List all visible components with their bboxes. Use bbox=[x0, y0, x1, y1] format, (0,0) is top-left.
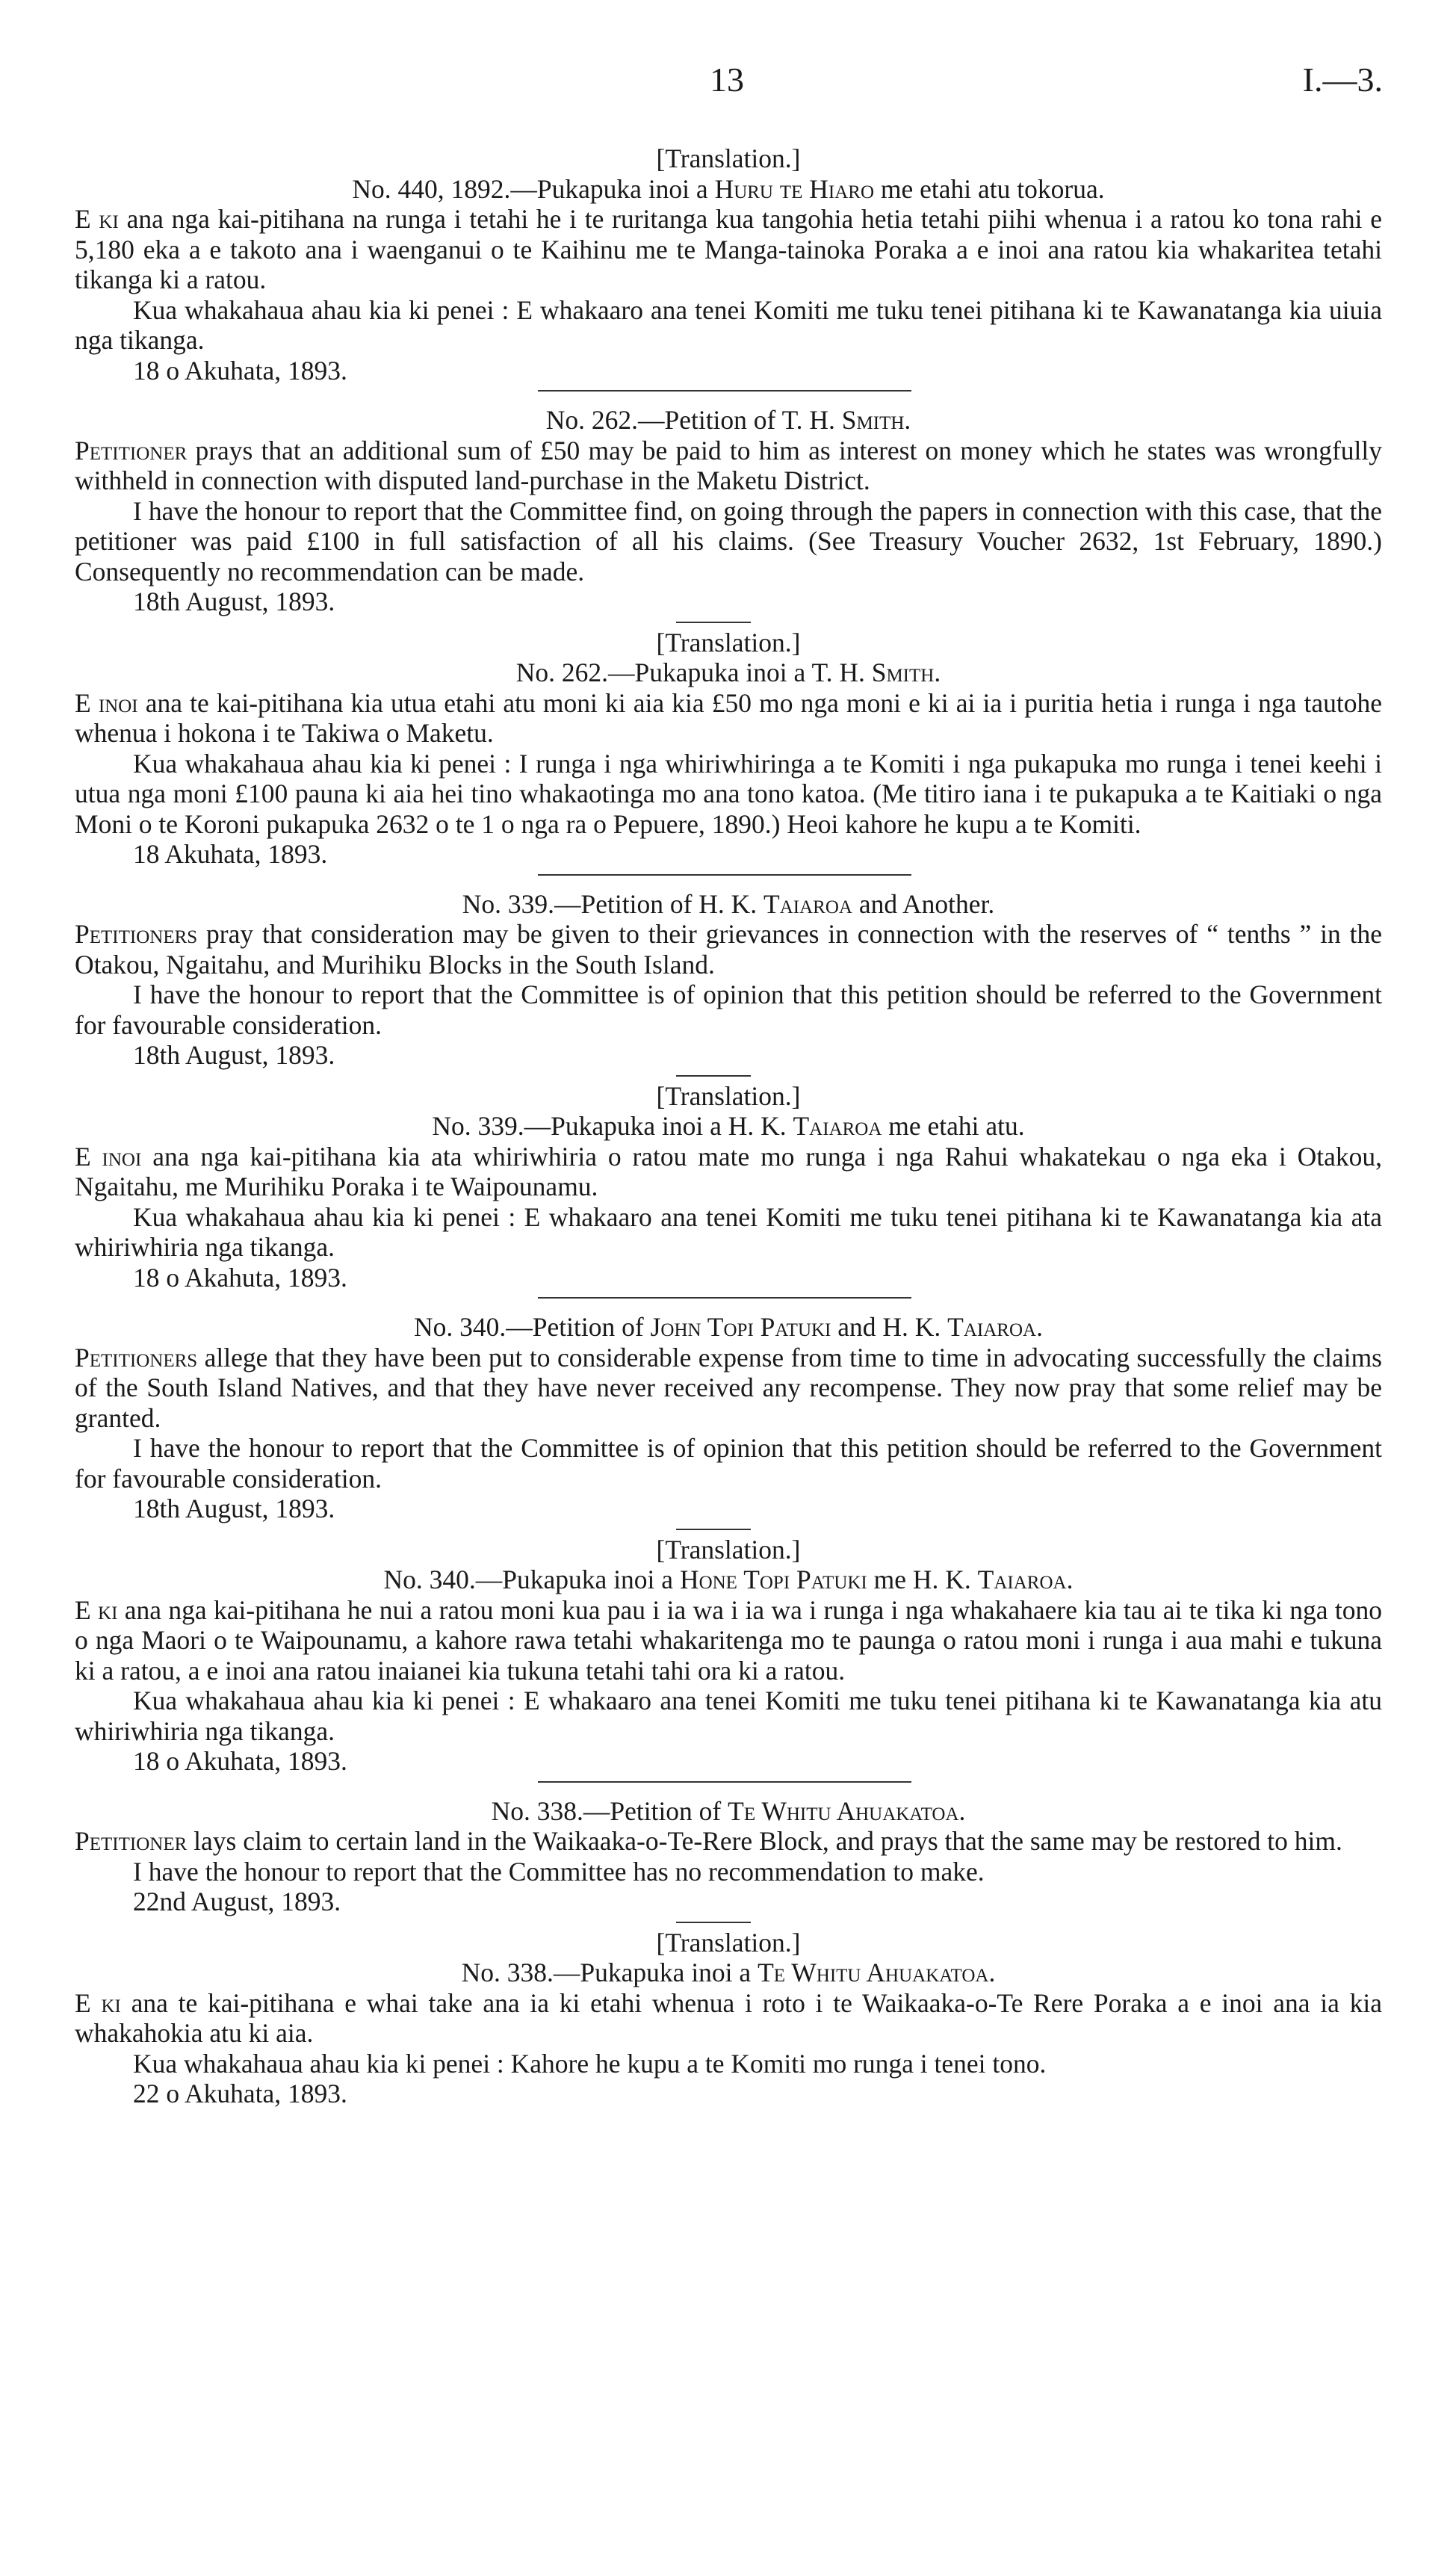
section-date: 18 Akuhata, 1893. bbox=[133, 839, 328, 869]
section-paragraph: E ki ana nga kai-pitihana na runga i tetahi he i te ruritanga kua tangohia hetia tetahi piihi whenua i a ratou ko tona rahi e 5,180 eka a e takoto ana i waenganui o te Kaihinu me te Manga-tainoka Poraka a e inoi ana ratou kia whakaritea tetahi tikanga ki a ratou. bbox=[75, 204, 1382, 294]
section-title: No. 440, 1892.—Pukapuka inoi a Huru te Hiaro me etahi atu tokorua. bbox=[352, 173, 1105, 204]
translation-label: [Translation.] bbox=[656, 1927, 801, 1958]
translation-label: [Translation.] bbox=[656, 1080, 801, 1111]
section-date: 18 o Akuhata, 1893. bbox=[133, 1746, 347, 1776]
section-date: 22 o Akuhata, 1893. bbox=[133, 2079, 347, 2108]
section-date: 22nd August, 1893. bbox=[133, 1887, 341, 1916]
section-divider bbox=[538, 874, 911, 876]
section-paragraph: E inoi ana nga kai-pitihana kia ata whiriwhiria o ratou mate mo runga i nga Rahui whakatekau o nga eka i Otakou, Ngaitahu, me Murihiku Poraka i te Waipounamu. bbox=[75, 1141, 1382, 1201]
section-paragraph: I have the honour to report that the Committee is of opinion that this petition should be referred to the Government for favourable consideration. bbox=[75, 1433, 1382, 1494]
section-title: No. 339.—Petition of H. K. Taiaroa and Another. bbox=[462, 888, 995, 919]
section-divider bbox=[676, 1529, 751, 1530]
section-date: 18 o Akahuta, 1893. bbox=[133, 1262, 347, 1293]
section-date: 18 o Akuhata, 1893. bbox=[133, 355, 347, 386]
section-paragraph: Kua whakahaua ahau kia ki penei : Kahore he kupu a te Komiti mo runga i tenei tono. bbox=[133, 2048, 1047, 2079]
section-date: 18th August, 1893. bbox=[133, 587, 335, 616]
section-divider bbox=[538, 390, 911, 392]
page-header bbox=[0, 60, 1456, 105]
translation-label: [Translation.] bbox=[656, 627, 801, 657]
translation-label: [Translation.] bbox=[656, 143, 801, 173]
section-paragraph: I have the honour to report that the Committee is of opinion that this petition should be referred to the Government for favourable consideration. bbox=[75, 980, 1382, 1040]
translation-label: [Translation.] bbox=[656, 1534, 801, 1565]
document-reference: I.—3. bbox=[1302, 61, 1383, 99]
section-paragraph: E ki ana nga kai-pitihana he nui a ratou moni kua pau i ia wa i ia wa i runga i nga whakahaere kia tau ai te tika ki nga tono o nga Maori o te Waipounamu, a kahore rawa tetahi whakaritenga mo te paunga o ratou moni i runga i aua mahi e tukuna ki a ratou, a e inoi ana ratou inaianei kia tukuna tetahi tahi ora ki a ratou. bbox=[75, 1594, 1382, 1686]
section-divider bbox=[538, 1781, 911, 1783]
section-paragraph: Petitioners pray that consideration may be given to their grievances in connection with the reserves of “ tenths ” in the Otakou, Ngaitahu, and Murihiku Blocks in the South Island. bbox=[75, 919, 1382, 980]
section-divider bbox=[676, 1075, 751, 1077]
section-paragraph: Petitioner prays that an additional sum of £50 may be paid to him as interest on money which he states was wrongfully withheld in connection with disputed land-purchase in the Maketu District. bbox=[75, 435, 1382, 495]
section-paragraph: I have the honour to report that the Committee find, on going through the papers in connection with this case, that the petitioner was paid £100 in full satisfaction of all his claims. (See Treasury Voucher 2632, 1st February, 1890.) Consequently no recommendation can be made. bbox=[75, 495, 1382, 587]
section-date: 18th August, 1893. bbox=[133, 1494, 335, 1523]
section-paragraph: Kua whakahaua ahau kia ki penei : I runga i nga whiriwhiringa a te Komiti i nga pukapuka mo runga i tenei keehi i utua nga moni £100 pauna ki aia hei tino whakaotinga mo ana tono katoa. (Me titiro iana i te pukapuka a te Kaitiaki o nga Moni o te Koroni pukapuka 2632 o te 1 o nga ra o Pepuere, 1890.) Heoi kahore he kupu a te Komiti. bbox=[75, 748, 1382, 839]
section-paragraph: Petitioner lays claim to certain land in the Waikaaka-o-Te-Rere Block, and prays that the same may be restored to him. bbox=[75, 1826, 1342, 1856]
section-paragraph: E ki ana te kai-pitihana e whai take ana ia ki etahi whenua i roto i te Waikaaka-o-Te Rere Poraka a e inoi ana ia kia whakahokia atu ki aia. bbox=[75, 1987, 1382, 2048]
section-title: No. 338.—Petition of Te Whitu Ahuakatoa. bbox=[491, 1795, 966, 1826]
section-paragraph: E inoi ana te kai-pitihana kia utua etahi atu moni ki aia kia £50 mo nga moni e ki ai ia i puritia hetia i runga i nga tautohe whenua i hokona i te Takiwa o Maketu. bbox=[75, 687, 1382, 748]
document-body bbox=[75, 143, 1382, 2109]
section-paragraph: I have the honour to report that the Committee has no recommendation to make. bbox=[133, 1856, 985, 1887]
page-number: 13 bbox=[710, 61, 744, 99]
section-divider bbox=[676, 1922, 751, 1923]
section-title: No. 262.—Pukapuka inoi a T. H. Smith. bbox=[515, 657, 941, 687]
section-title: No. 340.—Petition of John Topi Patuki and H. K. Taiaroa. bbox=[414, 1312, 1043, 1342]
section-title: No. 338.—Pukapuka inoi a Te Whitu Ahuakatoa. bbox=[461, 1958, 996, 1987]
section-date: 18th August, 1893. bbox=[133, 1040, 335, 1070]
section-title: No. 339.—Pukapuka inoi a H. K. Taiaroa me etahi atu. bbox=[432, 1111, 1025, 1141]
section-paragraph: Kua whakahaua ahau kia ki penei : E whakaaro ana tenei Komiti me tuku tenei pitihana ki te Kawanatanga kia ata whiriwhiria nga tikanga. bbox=[75, 1201, 1382, 1262]
section-title: No. 340.—Pukapuka inoi a Hone Topi Patuki me H. K. Taiaroa. bbox=[383, 1565, 1074, 1594]
section-divider bbox=[538, 1297, 911, 1299]
section-paragraph: Kua whakahaua ahau kia ki penei : E whakaaro ana tenei Komiti me tuku tenei pitihana ki te Kawanatanga kia uiuia nga tikanga. bbox=[75, 294, 1382, 355]
section-paragraph: Petitioners allege that they have been put to considerable expense from time to time in advocating successfully the claims of the South Island Natives, and that they have never received any recompense. They now pray that some relief may be granted. bbox=[75, 1342, 1382, 1433]
section-divider bbox=[676, 622, 751, 623]
section-paragraph: Kua whakahaua ahau kia ki penei : E whakaaro ana tenei Komiti me tuku tenei pitihana ki te Kawanatanga kia atu whiriwhiria nga tikanga. bbox=[75, 1686, 1382, 1746]
section-title: No. 262.—Petition of T. H. Smith. bbox=[545, 405, 911, 435]
